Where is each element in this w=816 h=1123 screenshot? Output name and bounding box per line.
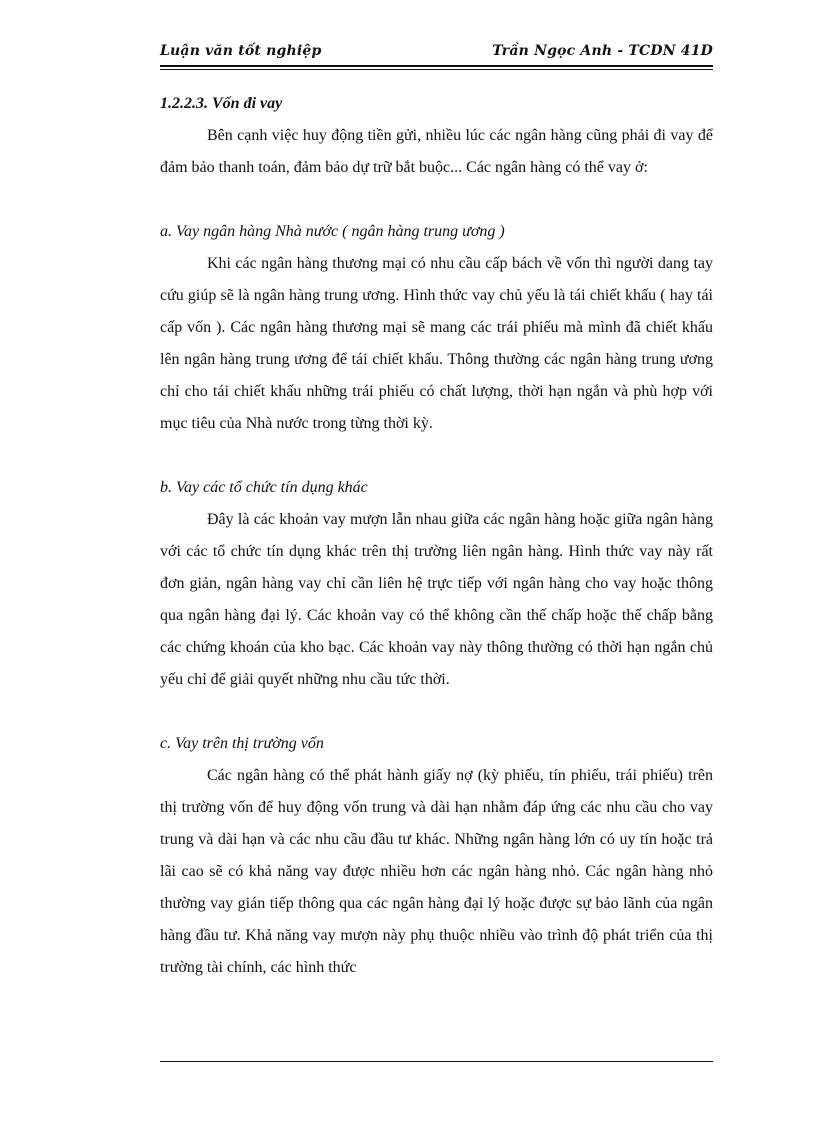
header-author: Trần Ngọc Anh - TCDN 41D xyxy=(492,43,713,59)
subsection-a-paragraph: Khi các ngân hàng thương mại có nhu cầu cấp bách về vốn thì người dang tay cứu giúp sẽ là ngân hàng trung ương. Hình thức vay chủ yếu là tái chiết khấu ( hay tái cấp vốn ). Các ngân hàng thương mại sẽ mang các trái phiếu mà mình đã chiết khấu lên ngân hàng trung ương để tái chiết khấu. Thông thường các ngân hàng trung ương chỉ cho tái chiết khấu những trái phiếu có chất lượng, thời hạn ngắn và phù hợp với mục tiêu của Nhà nước trong từng thời kỳ. xyxy=(160,255,713,432)
section-intro-paragraph: Bên cạnh việc huy động tiền gửi, nhiều lúc các ngân hàng cũng phải đi vay để đảm bảo thanh toán, đảm bảo dự trữ bắt buộc... Các ngân hàng có thể vay ở: xyxy=(160,127,713,176)
subsection-c-heading: c. Vay trên thị trường vốn xyxy=(160,735,324,752)
spacer xyxy=(160,184,713,216)
header-thesis-label: Luận văn tốt nghiệp xyxy=(160,43,322,59)
page-content xyxy=(160,88,713,984)
subsection-b-heading: b. Vay các tổ chức tín dụng khác xyxy=(160,479,368,496)
spacer xyxy=(160,696,713,728)
subsection-a-heading: a. Vay ngân hàng Nhà nước ( ngân hàng trung ương ) xyxy=(160,223,505,240)
footer-divider xyxy=(160,1061,713,1062)
subsection-b-paragraph: Đây là các khoản vay mượn lẫn nhau giữa các ngân hàng hoặc giữa ngân hàng với các tổ chức tín dụng khác trên thị trường liên ngân hàng. Hình thức vay này rất đơn giản, ngân hàng vay chỉ cần liên hệ trực tiếp với ngân hàng cho vay hoặc thông qua ngân hàng đại lý. Các khoản vay có thể không cần thế chấp hoặc thế chấp bằng các chứng khoán của kho bạc. Các khoản vay này thông thường có thời hạn ngắn chủ yếu chỉ để giải quyết những nhu cầu tức thời. xyxy=(160,511,713,688)
header-divider xyxy=(160,65,713,70)
spacer xyxy=(160,440,713,472)
subsection-c-paragraph: Các ngân hàng có thể phát hành giấy nợ (kỳ phiếu, tín phiếu, trái phiếu) trên thị trường vốn để huy động vốn trung và dài hạn nhằm đáp ứng các nhu cầu cho vay trung và dài hạn và các nhu cầu đầu tư khác. Những ngân hàng lớn có uy tín hoặc trả lãi cao sẽ có khả năng vay được nhiều hơn các ngân hàng nhỏ. Các ngân hàng nhỏ thường vay gián tiếp thông qua các ngân hàng đại lý hoặc được sự bảo lãnh của ngân hàng đầu tư. Khả năng vay mượn này phụ thuộc nhiều vào trình độ phát triển của thị trường tài chính, các hình thức xyxy=(160,767,713,976)
page-header xyxy=(160,43,713,65)
section-heading: 1.2.2.3. Vốn đi vay xyxy=(160,95,283,112)
